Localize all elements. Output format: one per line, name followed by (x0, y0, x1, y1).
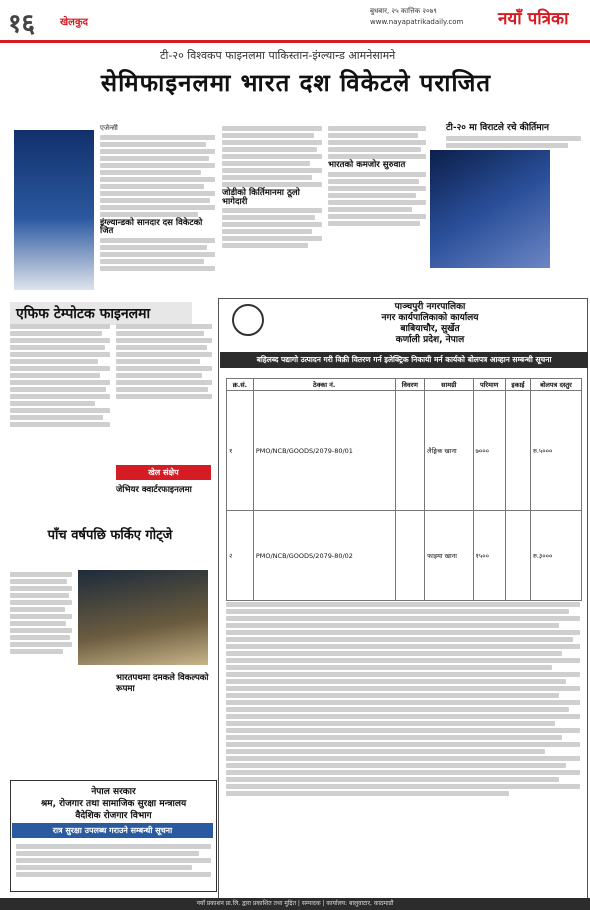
th-fee: बोलपत्र दस्तुर (530, 379, 581, 391)
page-footer: नयाँ प्रकाशन प्रा.लि. द्वारा प्रकाशित तथा मुद्रित | सम्पादक | कार्यालय: बालुवाटार, काठमाडौं (0, 898, 590, 910)
lead-byline: एजेन्सी (100, 124, 118, 132)
ad-title (16, 786, 211, 822)
org-line-4: कर्णाली प्रदेश, नेपाल (395, 335, 465, 345)
header-rule (0, 40, 590, 43)
khel-head-1: जेभियर क्वार्टरफाइनलमा (116, 485, 192, 495)
khel-head-2: भारतपथमा दमकले विकल्पको रूपमा (116, 673, 209, 694)
th-contract: ठेक्का नं. (253, 379, 395, 391)
ad-office: वैदेशिक रोजगार विभाग (75, 811, 152, 821)
notice-banner: बहिलब्द पद्यागो उत्पादन गरी विक्री वितरण गर्न इलेक्ट्रिक निकायी मर्न कार्यको बोलपत्र आव्हान सम्बन्धी सूचना (220, 352, 588, 368)
th-qty: परिमाण (473, 379, 505, 391)
page-number: १६ (8, 9, 36, 39)
england-player-photo (14, 130, 94, 290)
ad-dept: श्रम, रोजगार तथा सामाजिक सुरक्षा मन्त्रालय (40, 799, 187, 809)
table-row: १ PMO/NCB/GOODS/2079-80/01 लैङ्गिक खाना ७००० रु.५००० (227, 391, 582, 511)
khel-label: खेल संक्षेप (116, 465, 211, 480)
lead-subhead-2: जोडीको किर्तिमानमा ठूलो भागेदारी (222, 188, 300, 207)
sec2-column-2 (116, 322, 212, 462)
notice-terms (226, 600, 580, 890)
lead-column-3 (328, 124, 426, 294)
ad-notice-bar: रात्र सुरक्षा उपलब्ध गराउने सम्बन्धी सूचना (12, 823, 213, 838)
issue-date: बुधबार, २५ कात्तिक २०७९ (370, 7, 437, 15)
th-description: विवरण (395, 379, 425, 391)
lead-headline: सेमिफाइनलमा भारत दश विकेटले पराजित (100, 69, 492, 97)
org-line-2: नगर कार्यपालिकाको कार्यालय (381, 313, 479, 323)
table-row: २ PMO/NCB/GOODS/2079-80/02 फाइमा खाना १५०० रु.३००० (227, 511, 582, 601)
notice-org (280, 302, 580, 346)
th-item: सामग्री (425, 379, 473, 391)
lead-column-1 (100, 124, 215, 294)
kohli-photo (430, 150, 550, 268)
sidebar-title: टी-२० मा विराटले रचे कीर्तिमान (446, 123, 550, 133)
lead-column-2 (222, 124, 322, 294)
masthead-logo: नयाँ पत्रिका (498, 9, 569, 29)
table-header-row (227, 379, 582, 391)
goetze-photo (78, 570, 208, 665)
th-unit: इकाई (505, 379, 530, 391)
lead-subhead-3: भारतको कमजोर सुरुवात (328, 160, 406, 170)
government-emblem-icon (232, 304, 264, 336)
lead-subhead-1: इंग्ल्यान्डको सानदार दस विकेटको जित (100, 217, 203, 236)
section-label: खेलकुद (60, 17, 88, 28)
th-sn: क्र.सं. (227, 379, 254, 391)
ad-org: नेपाल सरकार (91, 787, 136, 797)
sec2-title: एफिफ टेम्पोटक फाइनलमा (10, 302, 192, 325)
goetze-text (10, 570, 72, 770)
goetze-headline: पाँच वर्षपछि फर्किए गोट्जे (47, 528, 173, 543)
site-url[interactable]: www.nayapatrikadaily.com (370, 18, 464, 26)
org-line-1: पाञ्चपुरी नगरपालिका (394, 302, 466, 312)
org-line-3: बाबियाचौर, सुर्खेत (400, 324, 460, 334)
lead-kicker: टी-२० विश्वकप फाइनलमा पाकिस्तान-इंग्ल्यान्ड आमनेसामने (160, 49, 396, 62)
ad-text (16, 842, 211, 886)
tender-table (226, 378, 582, 601)
sec2-column-1 (10, 322, 110, 522)
